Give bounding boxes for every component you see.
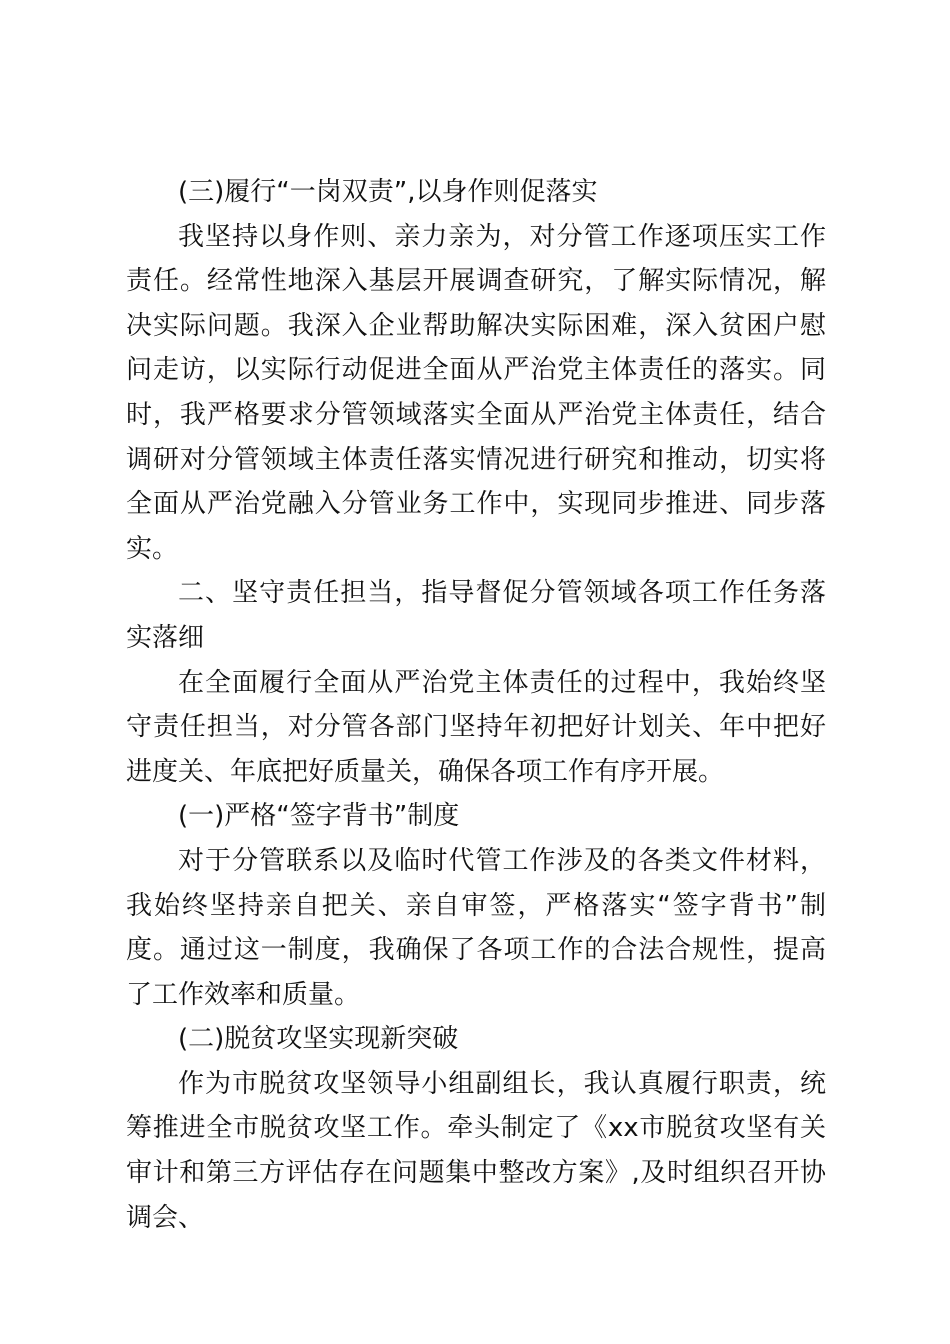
body-paragraph: 作为市脱贫攻坚领导小组副组长，我认真履行职责，统筹推进全市脱贫攻坚工作。牵头制定了《xx市脱贫攻坚有关审计和第三方评估存在问题集中整改方案》,及时组织召开协调会、 xyxy=(126,1068,826,1233)
chapter-heading-2: 二、坚守责任担当，指导督促分管领域各项工作任务落实落细 xyxy=(126,578,826,653)
section-heading-3: (三)履行“一岗双责”,以身作则促落实 xyxy=(178,177,598,207)
section-heading-1: (一)严格“签字背书”制度 xyxy=(178,801,460,832)
body-paragraph: 我坚持以身作则、亲力亲为，对分管工作逐项压实工作责任。经常性地深入基层开展调查研究，了解实际情况，解决实际问题。我深入企业帮助解决实际困难，深入贫困户慰问走访，以实际行动促进全面从严治党主体责任的落实。同时，我严格要求分管领域落实全面从严治党主体责任，结合调研对分管领域主体责任落实情况进行研究和推动，切实将全面从严治党融入分管业务工作中，实现同步推进、同步落实。 xyxy=(126,221,826,564)
body-paragraph: 在全面履行全面从严治党主体责任的过程中，我始终坚守责任担当，对分管各部门坚持年初把好计划关、年中把好进度关、年底把好质量关，确保各项工作有序开展。 xyxy=(126,667,826,787)
document-body xyxy=(126,170,826,1240)
section-heading-2: (二)脱贫攻坚实现新突破 xyxy=(178,1024,459,1055)
body-paragraph: 对于分管联系以及临时代管工作涉及的各类文件材料，我始终坚持亲自把关、亲自审签，严格落实“签字背书”制度。通过这一制度，我确保了各项工作的合法合规性，提高了工作效率和质量。 xyxy=(126,845,826,1010)
